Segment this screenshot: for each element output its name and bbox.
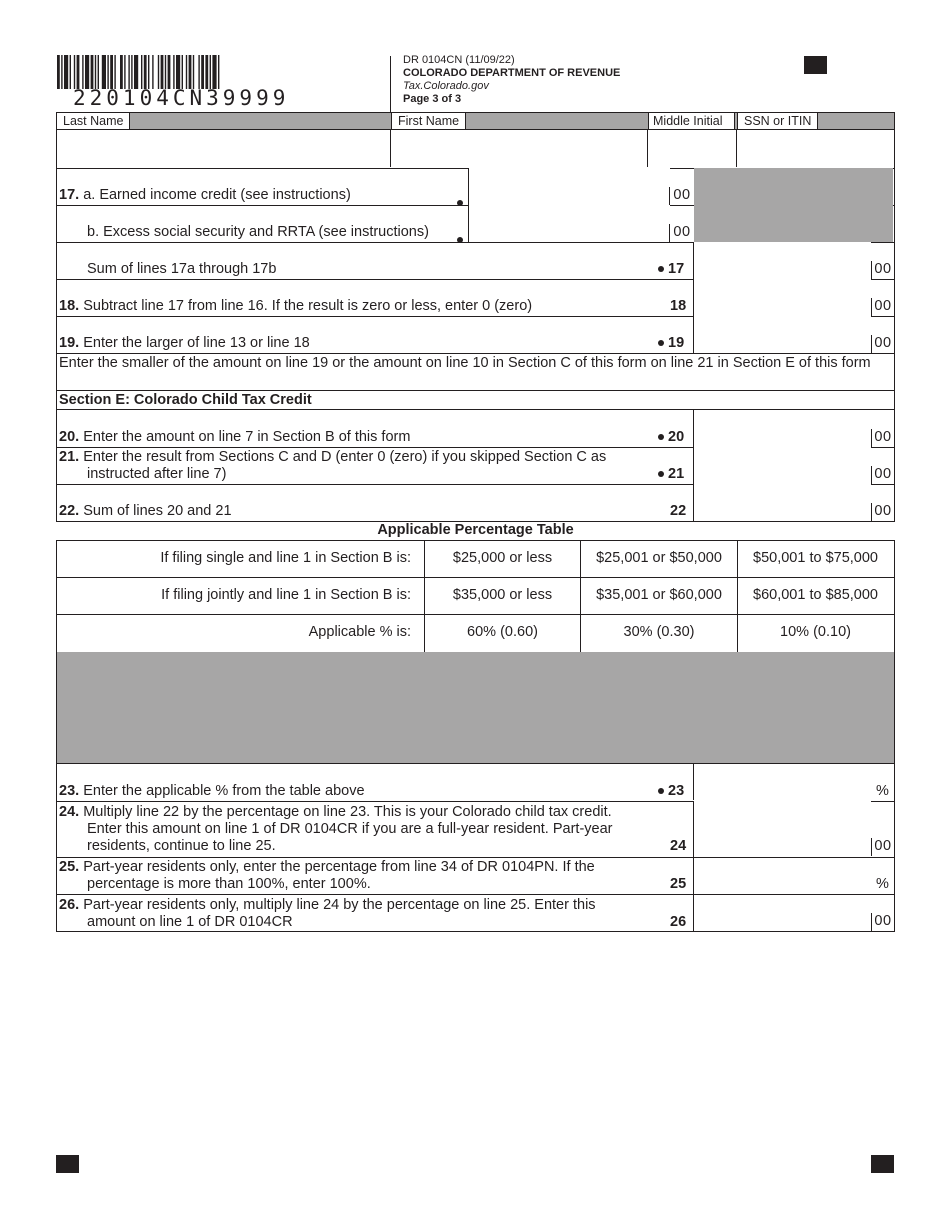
barcode-bar xyxy=(64,55,68,89)
line-18-amount-field[interactable] xyxy=(693,279,871,316)
table-row-1-label: If filing single and line 1 in Section B is: xyxy=(160,550,411,566)
line-21-label-1 xyxy=(59,449,606,466)
line-23-number: 23. xyxy=(59,783,80,799)
barcode xyxy=(57,55,309,89)
barcode-bar xyxy=(144,55,147,89)
line-18-cents: 00 xyxy=(871,298,894,316)
barcode-bar xyxy=(158,55,159,89)
line-25-text-2: percentage is more than 100%, enter 100%. xyxy=(87,876,371,892)
line-17a-label xyxy=(59,187,351,204)
barcode-bar xyxy=(98,55,99,89)
line-24-text-3: residents, continue to line 25. xyxy=(87,838,276,854)
table-row-2-col-3: $60,001 to $85,000 xyxy=(753,587,878,603)
last-name-field[interactable] xyxy=(57,130,390,167)
line-26-cents: 00 xyxy=(871,913,894,931)
barcode-bar xyxy=(148,55,149,89)
line-17a-cents: 00 xyxy=(669,187,694,205)
line-26-amount-field[interactable] xyxy=(693,895,871,931)
barcode-bar xyxy=(95,55,96,89)
instruction-text: Enter the smaller of the amount on line 19 or the amount on line 10 in Section C of this form on line 21 in Section E of this form xyxy=(59,355,871,371)
table-row-3-col-1: 60% (0.60) xyxy=(467,624,538,640)
barcode-bar xyxy=(173,55,174,89)
line-18-text: Subtract line 17 from line 16. If the result is zero or less, enter 0 (zero) xyxy=(83,298,533,314)
table-row-3-col-2: 30% (0.30) xyxy=(623,624,695,640)
barcode-bar xyxy=(152,55,153,89)
line-17b-shaded xyxy=(694,205,893,242)
barcode-bar xyxy=(102,55,106,89)
last-name-label: Last Name xyxy=(57,113,130,130)
line-24-box-number: 24 xyxy=(670,838,687,854)
line-20-amount-field[interactable] xyxy=(693,410,871,447)
line-25-label-1 xyxy=(59,859,595,876)
line-17-sum-text: Sum of lines 17a through 17b xyxy=(87,261,277,277)
line-24-amount-field[interactable] xyxy=(693,801,871,857)
line-21-amount-field[interactable] xyxy=(693,447,871,484)
line-18-number: 18. xyxy=(59,298,80,314)
line-24-text-2: Enter this amount on line 1 of DR 0104CR if you are a full-year resident. Part-year xyxy=(87,821,613,837)
barcode-bar xyxy=(218,55,219,89)
line-23-box-number: 23 xyxy=(658,783,684,799)
line-22-text: Sum of lines 20 and 21 xyxy=(83,503,232,519)
line-21-number: 21. xyxy=(59,449,80,465)
line-25-text-1: Part-year residents only, enter the percentage from line 34 of DR 0104PN. If the xyxy=(83,859,595,875)
line-17-cents: 00 xyxy=(871,261,894,279)
barcode-number: 220104CN39999 xyxy=(73,86,290,110)
line-21-text-2: instructed after line 7) xyxy=(87,466,227,482)
line-23-label xyxy=(59,783,365,800)
line-17b-cents: 00 xyxy=(669,224,694,242)
line-24-text-1: Multiply line 22 by the percentage on line 23. This is your Colorado child tax credit. xyxy=(83,804,612,820)
table-row-3-col-3: 10% (0.10) xyxy=(780,624,851,640)
barcode-bar xyxy=(182,55,183,89)
barcode-bar xyxy=(165,55,166,89)
line-23-percent-field[interactable] xyxy=(693,764,871,800)
line-26-text-1: Part-year residents only, multiply line 24 by the percentage on line 25. Enter this xyxy=(83,897,596,913)
header-divider xyxy=(390,56,391,112)
line-25-percent-field[interactable] xyxy=(693,858,871,894)
barcode-bar xyxy=(131,55,132,89)
first-name-label: First Name xyxy=(391,113,466,130)
barcode-bar xyxy=(114,55,115,89)
line-24-label-1 xyxy=(59,804,612,821)
line-22-cents: 00 xyxy=(871,503,894,521)
line-20-cents: 00 xyxy=(871,429,894,447)
barcode-bar xyxy=(186,55,187,89)
barcode-bar xyxy=(161,55,164,89)
middle-initial-field[interactable] xyxy=(647,130,737,167)
line-22-box-number: 22 xyxy=(670,503,687,519)
barcode-bar xyxy=(134,55,138,89)
table-row-2-col-1: $35,000 or less xyxy=(452,587,553,603)
line-17-number: 17. xyxy=(59,187,80,203)
barcode-bar xyxy=(212,55,216,89)
line-26-number: 26. xyxy=(59,897,80,913)
table-row-3-label: Applicable % is: xyxy=(308,624,411,640)
page-number: Page 3 of 3 xyxy=(403,93,462,105)
barcode-bar xyxy=(189,55,192,89)
barcode-bar xyxy=(107,55,108,89)
line-19-text: Enter the larger of line 13 or line 18 xyxy=(83,335,310,351)
line-24-cents: 00 xyxy=(871,838,894,856)
registration-mark-bottom-right xyxy=(871,1155,894,1173)
line-17b-text: b. Excess social security and RRTA (see instructions) xyxy=(87,224,429,240)
line-21-text-1: Enter the result from Sections C and D (enter 0 (zero) if you skipped Section C as xyxy=(83,449,607,465)
barcode-bar xyxy=(82,55,83,89)
bullet-icon xyxy=(658,340,664,346)
line-19-box-number: 19 xyxy=(658,335,684,351)
table-row-1-col-2: $25,001 or $50,000 xyxy=(596,550,722,566)
line-18-label xyxy=(59,298,532,315)
middle-initial-label: Middle Initial xyxy=(648,113,735,130)
bullet-icon xyxy=(658,434,664,440)
barcode-bar xyxy=(85,55,89,89)
barcode-bar xyxy=(198,55,199,89)
registration-mark-bottom-left xyxy=(56,1155,79,1173)
bullet-icon xyxy=(658,471,664,477)
barcode-bar xyxy=(201,55,204,89)
line-19-cents: 00 xyxy=(871,335,894,353)
line-20-label xyxy=(59,429,410,446)
line-19-label xyxy=(59,335,310,352)
barcode-bar xyxy=(128,55,129,89)
line-17a-text: a. Earned income credit (see instructions) xyxy=(83,187,351,203)
barcode-bar xyxy=(57,55,60,89)
line-20-text: Enter the amount on line 7 in Section B of this form xyxy=(83,429,411,445)
table-title: Applicable Percentage Table xyxy=(377,522,574,538)
line-17-amount-field[interactable] xyxy=(693,242,871,279)
first-name-field[interactable] xyxy=(390,130,648,167)
line-22-label xyxy=(59,503,232,520)
barcode-bar xyxy=(141,55,142,89)
barcode-bar xyxy=(205,55,208,89)
ssn-field[interactable] xyxy=(736,130,894,167)
line-25-box-number: 25 xyxy=(670,876,687,892)
bullet-icon xyxy=(658,788,664,794)
barcode-bar xyxy=(124,55,125,89)
section-e-title: Section E: Colorado Child Tax Credit xyxy=(59,392,312,408)
barcode-bar xyxy=(91,55,94,89)
line-19-amount-field[interactable] xyxy=(693,316,871,353)
registration-mark-top-right xyxy=(804,56,827,74)
table-row-1-col-3: $50,001 to $75,000 xyxy=(753,550,878,566)
line-25-percent-sign: % xyxy=(876,876,889,892)
line-19-number: 19. xyxy=(59,335,80,351)
line-21-cents: 00 xyxy=(871,466,894,484)
line-20-number: 20. xyxy=(59,429,80,445)
table-hline-2 xyxy=(57,614,894,615)
barcode-bar xyxy=(61,55,62,89)
line-24-number: 24. xyxy=(59,804,80,820)
barcode-bar xyxy=(120,55,123,89)
table-row-1-col-1: $25,000 or less xyxy=(452,550,553,566)
barcode-bar xyxy=(74,55,75,89)
line-17-box-number: 17 xyxy=(658,261,684,277)
line-22-number: 22. xyxy=(59,503,80,519)
line-23-percent-sign: % xyxy=(876,783,889,799)
barcode-bar xyxy=(77,55,80,89)
shaded-block xyxy=(56,652,895,763)
department-name: COLORADO DEPARTMENT OF REVENUE xyxy=(403,67,621,79)
table-row-2-col-2: $35,001 or $60,000 xyxy=(596,587,722,603)
barcode-bar xyxy=(168,55,171,89)
website: Tax.Colorado.gov xyxy=(403,80,489,92)
line-17a-shaded xyxy=(694,168,893,205)
line-17b-amount-field[interactable] xyxy=(468,205,670,242)
line-18-box-number: 18 xyxy=(670,298,687,314)
line-26-text-2: amount on line 1 of DR 0104CR xyxy=(87,914,293,930)
ssn-label: SSN or ITIN xyxy=(737,113,818,130)
barcode-graphic xyxy=(57,55,309,89)
table-hline-1 xyxy=(57,577,894,578)
barcode-bar xyxy=(210,55,211,89)
line-17a-amount-field[interactable] xyxy=(468,168,670,205)
line-22-amount-field[interactable] xyxy=(693,484,871,521)
line-25-number: 25. xyxy=(59,859,80,875)
table-row-2-label: If filing jointly and line 1 in Section B is: xyxy=(161,587,411,603)
form-id: DR 0104CN (11/09/22) xyxy=(403,54,515,66)
line-23-text: Enter the applicable % from the table above xyxy=(83,783,365,799)
barcode-bar xyxy=(70,55,71,89)
line-26-box-number: 26 xyxy=(670,914,687,930)
bullet-icon xyxy=(658,266,664,272)
barcode-bar xyxy=(193,55,194,89)
line-26-label-1 xyxy=(59,897,596,914)
line-21-box-number: 21 xyxy=(658,466,684,482)
line-20-box-number: 20 xyxy=(658,429,684,445)
barcode-bar xyxy=(110,55,113,89)
barcode-bar xyxy=(176,55,180,89)
